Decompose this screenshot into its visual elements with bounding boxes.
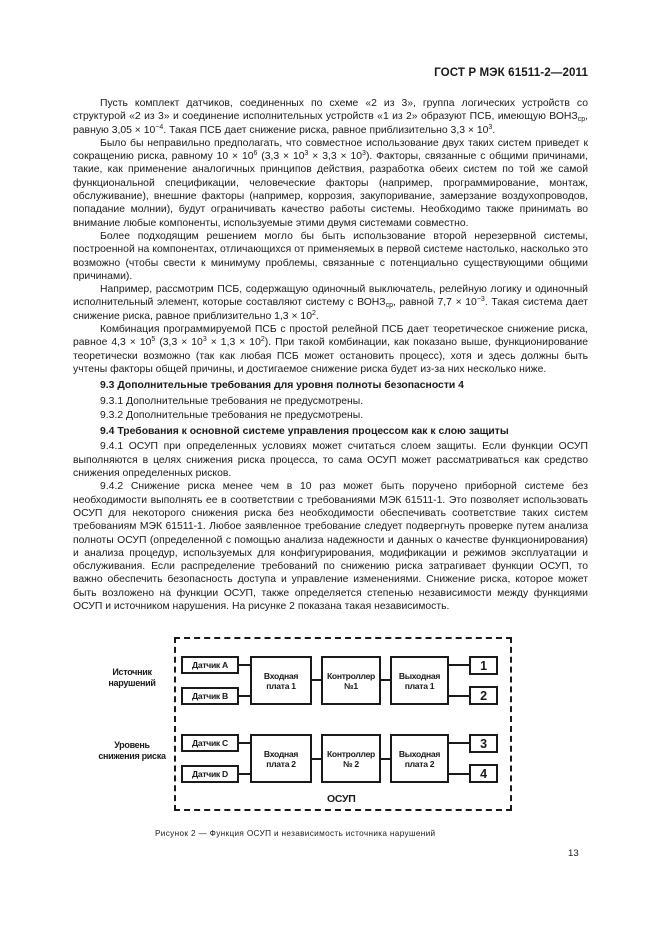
section-heading-9-4: 9.4 Требования к основной системе управления процессом как к слою защиты — [100, 426, 509, 438]
wire — [448, 695, 470, 697]
clause-9-4-1: 9.4.1 ОСУП при определенных условиях может считаться слоем защиты. Если функции ОСУП выполняются в целях снижения риска процесса, то сама ОСУП может рассматриваться как средство снижения определенных рисков. — [73, 441, 588, 480]
label-risk-reduction-level: Уровень снижения риска — [98, 740, 166, 761]
paragraph-3: Более подходящим решением могло бы быть использование второй нерезервной системы, построенной на компонентах, отличающихся от применяемых в первой системе настолько, насколько это возможно (чтобы свести к минимуму проблемы, связанные с потенциально существующими общими причинами). — [73, 230, 588, 282]
figure-caption: Рисунок 2 — Функция ОСУП и независимость источника нарушений — [155, 829, 436, 838]
controller-1-box: Контроллер №1 — [321, 656, 381, 705]
output-board-2-box: Выходная плата 2 — [390, 734, 449, 783]
bpcs-label: ОСУП — [327, 793, 356, 805]
output-board-1-box: Выходная плата 1 — [390, 656, 449, 705]
sensor-a-box: Датчик A — [181, 656, 239, 674]
paragraph-4: Например, рассмотрим ПСБ, содержащую одиночный выключатель, релейную логику и одиночный исполнительный элемент, которые составляют систему с $ВОНЗ_{ср}$, равной $7,7 \times 10^{-3}$. Такая система дает снижение риска, равное приблизительно $1,3 \times 10^2$. — [73, 284, 589, 322]
section-heading-9-3: 9.3 Дополнительные требования для уровня полноты безопасности 4 — [100, 380, 464, 392]
sensor-b-box: Датчик B — [181, 687, 239, 705]
output-2-box: 2 — [469, 686, 498, 705]
sensor-c-box: Датчик C — [181, 734, 239, 752]
output-3-box: 3 — [469, 734, 498, 753]
controller-2-box: Контроллер № 2 — [321, 734, 381, 783]
body-text — [73, 97, 588, 613]
output-4-box: 4 — [469, 764, 498, 783]
wire — [448, 742, 470, 744]
sensor-d-box: Датчик D — [181, 765, 239, 783]
page-number: 13 — [568, 848, 579, 859]
clause-9-4-2: 9.4.2 Снижение риска менее чем в 10 раз может быть поручено приборной системе без необходимости выполнять ее в соответствии с требованиями МЭК 61511-1. Это позволяет использовать ОСУП для некоторого снижения риска без необходимости обеспечивать соответствие таких систем требованиям МЭК 61511-1. Любое заявленное требование следует подвергнуть проверке путем анализа полноты ОСУП (определенной с помощью анализа надежности и данных о качестве функционирования) и анализа процедур, используемых для конфигурирования, модификации и режимов эксплуатации и обслуживания. Если распределение требований по снижению риска затрагивает функции ОСУП, то важно обеспечить безопасность доступа и управление изменениями. Снижение риска, которое может быть возложено на функции ОСУП, также определяется степенью независимости между функциями ОСУП и источником нарушения. На рисунке 2 показана такая независимость. — [73, 481, 588, 612]
clause-9-3-1: 9.3.1 Дополнительные требования не предусмотрены. — [100, 395, 364, 407]
paragraph-2: Было бы неправильно предполагать, что совместное использование двух таких систем приведет к сокращению риска, равному $10 \times 10^6$ $(3,3 \times 10^3 \times 3,3 \times 10^3)$. Факторы, связанные с общими причинами, такие, как применение аналогичных принципов действия, разработка обеих систем по той же самой функциональной спецификации, человеческие факторы (например, программирование, монтаж, обслуживание), внешние факторы (например, коррозия, закупоривание, замерзание воздухопроводов, попадание молнии), будут ограничивать качество работы системы. Необходимо также принимать во внимание любые компоненты, используемые этими двумя системами совместно. — [73, 137, 588, 229]
page-header: ГОСТ Р МЭК 61511-2—2011 — [434, 66, 588, 79]
input-board-1-box: Входная плата 1 — [250, 656, 312, 705]
paragraph-5: Комбинация программируемой ПСБ с простой релейной ПСБ дает теоретическое снижение риска, равное $4,3 \times 10^5$ $(3,3 \times 10^3 \times 1,3 \times 10^2)$. При такой комбинации, как показано выше, функционирование теоретически возможно (так как любая ПСБ может остановить процесс), хотя и здесь должны быть учтены факторы общей причины, и достигаемое снижение риска будет из-за них несколько ниже. — [73, 324, 588, 375]
wire — [448, 664, 470, 666]
output-1-box: 1 — [469, 656, 498, 675]
wire — [448, 773, 470, 775]
input-board-2-box: Входная плата 2 — [250, 734, 312, 783]
paragraph-1: Пусть комплект датчиков, соединенных по схеме «2 из 3», группа логических устройств со структурой «2 из 3» и соединение исполнительных устройств «1 из 2» образуют ПСБ, имеющую $ВОНЗ_{ср}$, равную $3,05 \times 10^{-4}$. Такая ПСБ дает снижение риска, равное приблизительно $3,3 \times 10^3$. — [73, 98, 588, 136]
label-disturbance-source: Источник нарушений — [108, 667, 156, 688]
clause-9-3-2: 9.3.2 Дополнительные требования не предусмотрены. — [100, 409, 364, 421]
